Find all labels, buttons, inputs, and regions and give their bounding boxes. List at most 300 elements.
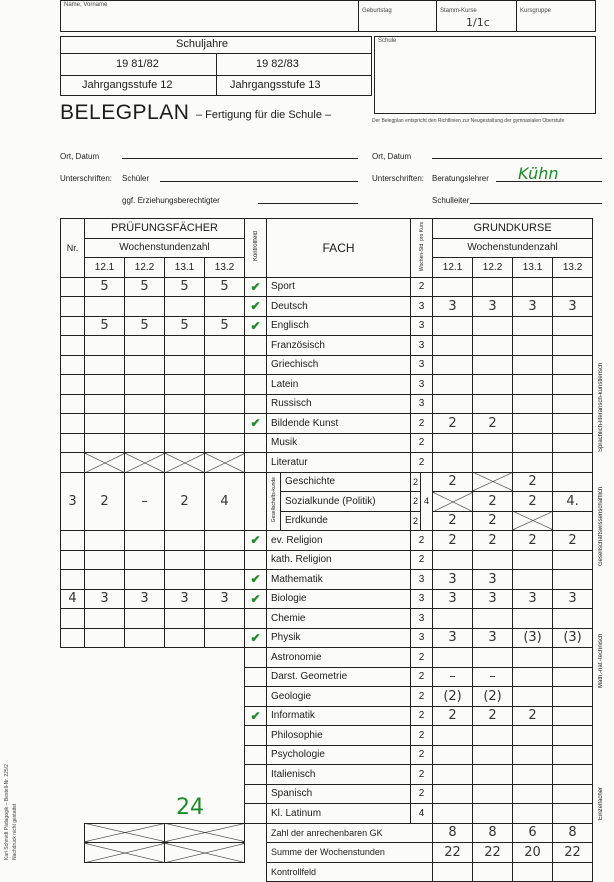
fach-name: Englisch [267, 316, 411, 336]
pruefung-cell [205, 394, 245, 414]
wochenstunden-cell: 2 [411, 531, 433, 551]
belegplan-table [60, 218, 597, 882]
blank-cell [245, 843, 267, 863]
halbjahr-g1: 12.1 [433, 258, 473, 278]
grundkurs-cell [513, 570, 553, 590]
grundkurs-cell [513, 277, 553, 297]
nr-cell [61, 375, 85, 395]
pruefung-cell [205, 570, 245, 590]
pruefung-cell: – [125, 472, 165, 531]
schulleiter-label: Schulleiter [432, 196, 470, 205]
name-label: Name, Vorname [64, 2, 108, 8]
grundkurs-cell [433, 375, 473, 395]
wochenstunden-cell: 3 [411, 628, 433, 648]
pruefung-cell [165, 609, 205, 629]
halbjahr-p4: 13.2 [205, 258, 245, 278]
pruefung-cell [85, 297, 125, 317]
grundkurs-cell [473, 609, 513, 629]
wochenstunden-cell: 3 [411, 394, 433, 414]
blank-cell [61, 843, 85, 863]
kontroll-check-icon: ✔ [245, 706, 267, 726]
pruefung-cell [125, 336, 165, 356]
grundkurs-cell [513, 511, 553, 531]
crossed-cell [85, 823, 165, 843]
grundkurs-cell [553, 472, 593, 492]
wochenstunden-cell: 2 [411, 453, 433, 473]
fach-name: Philosophie [267, 726, 411, 746]
fach-name: Bildende Kunst [267, 414, 411, 434]
wochen-pro-kurs-header [411, 219, 433, 278]
wochenstunden-cell: 2 [411, 648, 433, 668]
kontroll-check-icon [245, 375, 267, 395]
green-number: 24 [176, 795, 204, 820]
pruefung-cell [125, 609, 165, 629]
grundkurs-cell [553, 394, 593, 414]
grundkurs-cell [553, 355, 593, 375]
crossed-cell [165, 823, 245, 843]
wochenstundenzahl-right: Wochenstundenzahl [433, 238, 593, 258]
grundkurs-cell: 2 [553, 531, 593, 551]
table-row [61, 589, 597, 609]
summary-label: Summe der Wochenstunden [267, 843, 433, 863]
kontroll-check-icon: ✔ [245, 628, 267, 648]
pruefung-cell [125, 550, 165, 570]
halbjahr-p1: 12.1 [85, 258, 125, 278]
summary-value: 20 [513, 843, 553, 863]
grundkurs-cell: (3) [553, 628, 593, 648]
pruefung-cell [85, 609, 125, 629]
grundkurs-cell [473, 550, 513, 570]
pruefung-cell: 5 [205, 316, 245, 336]
grundkurs-cell [433, 609, 473, 629]
table-row [61, 336, 597, 356]
nachdruck-note: Nachdruck nicht gestattet [12, 803, 18, 860]
ort-datum-line-right [432, 158, 602, 159]
kontroll-check-icon [245, 336, 267, 356]
pruefung-cell [125, 375, 165, 395]
grundkurs-cell [433, 316, 473, 336]
pruefung-cell [85, 570, 125, 590]
fach-name: Kl. Latinum [267, 804, 411, 824]
pruefung-cell: 5 [165, 316, 205, 336]
pruefung-cell [85, 375, 125, 395]
nr-cell [61, 277, 85, 297]
blank-area [61, 648, 245, 824]
kontroll-check-icon: ✔ [245, 589, 267, 609]
summary-label: Zahl der anrechenbaren GK [267, 823, 433, 843]
wochenstunden-cell: 3 [411, 609, 433, 629]
grundkurs-cell [513, 726, 553, 746]
fach-name: kath. Religion [267, 550, 411, 570]
table-row [61, 628, 597, 648]
table-row [61, 550, 597, 570]
pruefung-cell [205, 609, 245, 629]
fach-name: Informatik [267, 706, 411, 726]
schueler-label: Schüler [122, 174, 150, 183]
pruefung-cell: 5 [205, 277, 245, 297]
grundkurs-cell [513, 745, 553, 765]
year-12: 19 81/82 [116, 58, 159, 70]
grundkurs-cell [513, 394, 553, 414]
pruefung-cell [165, 433, 205, 453]
fach-name: Biologie [267, 589, 411, 609]
grundkurs-cell: 3 [553, 297, 593, 317]
pruefung-cell: 2 [85, 472, 125, 531]
page-title: BELEGPLAN [60, 101, 190, 124]
pruefung-cell: 5 [125, 277, 165, 297]
wochenstunden-cell: 4 [411, 804, 433, 824]
halbjahr-g2: 12.2 [473, 258, 513, 278]
table-row [61, 316, 597, 336]
pruefung-cell: 4 [205, 472, 245, 531]
grundkurs-cell: 3 [473, 570, 513, 590]
grundkurs-cell: 3 [473, 297, 513, 317]
grundkurs-cell: 3 [553, 589, 593, 609]
grundkurs-cell: 2 [513, 531, 553, 551]
pruefung-cell [85, 394, 125, 414]
right-margin [593, 219, 597, 278]
grundkurs-cell: (2) [473, 687, 513, 707]
pruefung-cell: 5 [165, 277, 205, 297]
schule-label: Schule [378, 38, 397, 44]
summary-value: 6 [513, 823, 553, 843]
pruefung-cell [205, 297, 245, 317]
nr-cell [61, 297, 85, 317]
grundkurs-cell: 2 [513, 706, 553, 726]
summary-value: 22 [433, 843, 473, 863]
unterschriften-right: Unterschriften: [372, 174, 425, 183]
schuljahre-divider [216, 53, 217, 96]
side-label-gesellschaft: Gesellschaftswissenschaftlich [598, 486, 604, 566]
grundkurs-cell: 2 [473, 414, 513, 434]
pruefung-cell [165, 394, 205, 414]
grundkurs-cell [553, 648, 593, 668]
grundkurs-cell [433, 550, 473, 570]
grundkurs-cell: 3 [473, 628, 513, 648]
grundkurs-cell [433, 336, 473, 356]
pruefung-cell [165, 336, 205, 356]
page-subtitle: – Fertigung für die Schule – [196, 109, 332, 121]
grundkurs-cell [553, 570, 593, 590]
erziehung-line [258, 203, 358, 204]
wochenstunden-cell: 3 [411, 570, 433, 590]
grundkurs-cell [433, 726, 473, 746]
nr-cell [61, 355, 85, 375]
fach-name: Italienisch [267, 765, 411, 785]
pruefung-cell: 5 [125, 316, 165, 336]
pruefung-cell [205, 550, 245, 570]
pruefung-cell [165, 355, 205, 375]
fach-name: Astronomie [267, 648, 411, 668]
summary-row [61, 843, 597, 863]
pruefung-cell [205, 628, 245, 648]
pruefung-cell [85, 550, 125, 570]
grundkurs-cell: 3 [513, 297, 553, 317]
gesellschaftskunde-label: Gesellschafts-kunde [270, 477, 277, 523]
kontroll-check-icon [245, 453, 267, 473]
fach-name: Physik [267, 628, 411, 648]
kontroll-check-icon [245, 726, 267, 746]
nr-cell [61, 570, 85, 590]
grundkurs-cell: 3 [433, 297, 473, 317]
grundkurs-cell [513, 375, 553, 395]
table-row [61, 297, 597, 317]
ort-datum-line [122, 158, 358, 159]
grundkurs-cell [473, 355, 513, 375]
fach-name: ev. Religion [267, 531, 411, 551]
table-row [61, 648, 597, 668]
kontroll-check-icon: ✔ [245, 531, 267, 551]
summary-value: 22 [473, 843, 513, 863]
wochenstunden-cell: 3 [411, 316, 433, 336]
wochenstunden-cell: 2 [411, 550, 433, 570]
grundkurs-cell [473, 472, 513, 492]
pruefung-cell [125, 297, 165, 317]
halbjahr-p3: 13.1 [165, 258, 205, 278]
grundkurs-cell [473, 375, 513, 395]
fach-name: Psychologie [267, 745, 411, 765]
nr-cell [61, 531, 85, 551]
pruefung-cell [165, 628, 205, 648]
kontroll-check-icon: ✔ [245, 570, 267, 590]
grundkurs-cell: 2 [433, 706, 473, 726]
grundkurs-cell [513, 687, 553, 707]
fach-name: Französisch [267, 336, 411, 356]
kontroll-check-icon: ✔ [245, 316, 267, 336]
grundkurs-cell [513, 336, 553, 356]
pruefung-cell: 3 [85, 589, 125, 609]
ort-datum-right: Ort, Datum [372, 152, 412, 161]
table-row [61, 472, 597, 492]
grundkurs-cell [553, 687, 593, 707]
pruefung-cell [165, 375, 205, 395]
grundkurs-cell: 2 [433, 414, 473, 434]
wochenstunden-cell: 2 [411, 667, 433, 687]
grundkurs-cell: 2 [513, 472, 553, 492]
halbjahr-g4: 13.2 [553, 258, 593, 278]
kontroll-check-icon [245, 648, 267, 668]
grundkurs-cell [553, 804, 593, 824]
nr-cell [61, 394, 85, 414]
pruefung-cell [125, 414, 165, 434]
table-row [61, 433, 597, 453]
fach-name: Geologie [267, 687, 411, 707]
pruefung-cell [85, 355, 125, 375]
grundkurs-cell [473, 648, 513, 668]
grundkurs-cell [433, 745, 473, 765]
pruefung-cell [205, 355, 245, 375]
grundkurs-cell [473, 336, 513, 356]
kontroll-check-icon [245, 394, 267, 414]
grundkurs-cell [553, 277, 593, 297]
fach-name: Mathematik [267, 570, 411, 590]
pruefung-cell [125, 453, 165, 473]
grundkurs-cell: 4. [553, 492, 593, 512]
grundkurs-cell [553, 706, 593, 726]
table-row [61, 414, 597, 434]
header-divider [516, 0, 517, 32]
grundkurs-cell [513, 784, 553, 804]
nr-cell [61, 433, 85, 453]
table-row [61, 375, 597, 395]
wochenstunden-total: 4 [421, 472, 433, 531]
grundkurs-cell [513, 804, 553, 824]
grundkurs-cell: 2 [473, 511, 513, 531]
nr-cell [61, 550, 85, 570]
wochenstunden-cell: 2 [411, 765, 433, 785]
nr-header: Nr. [61, 219, 85, 278]
wochenstunden-cell: 2 [411, 414, 433, 434]
signature: Kühn [518, 164, 559, 183]
stammkurse-label: Stamm-Kurse [440, 8, 477, 14]
kontroll-check-icon [245, 745, 267, 765]
wochenstunden-cell: 2 [411, 745, 433, 765]
grundkurs-cell [473, 726, 513, 746]
crossed-cell [165, 843, 245, 863]
side-label-einzelfaecher: Einzelfächer [598, 786, 604, 820]
grundkurs-cell [513, 609, 553, 629]
fach-name: Russisch [267, 394, 411, 414]
grundkurs-cell [433, 492, 473, 512]
grundkurs-cell [553, 433, 593, 453]
pruefung-cell: 3 [205, 589, 245, 609]
beratungslehrer-label: Beratungslehrer [432, 174, 489, 183]
pruefung-cell: 3 [165, 589, 205, 609]
nr-cell: 3 [61, 472, 85, 531]
wochenstunden-cell: 2 [411, 784, 433, 804]
wochenstunden-cell: 2 [411, 706, 433, 726]
wochenstunden-cell: 2 [411, 511, 421, 531]
summary-value: 8 [553, 823, 593, 843]
grundkurs-cell: 3 [433, 628, 473, 648]
wochenstundenzahl-left: Wochenstundenzahl [85, 238, 245, 258]
grundkurs-cell: 3 [433, 570, 473, 590]
grundkurs-cell [553, 745, 593, 765]
wochen-pro-kurs-label: Wochen-Std. pro Kurs [418, 221, 425, 271]
grundkurse-header: GRUNDKURSE [433, 219, 593, 239]
wochenstunden-cell: 3 [411, 589, 433, 609]
unterschriften-left: Unterschriften: [60, 174, 113, 183]
grundkurs-cell [513, 453, 553, 473]
header-divider [436, 0, 437, 32]
grundkurs-cell: 3 [433, 589, 473, 609]
kontroll-check-icon: ✔ [245, 297, 267, 317]
wochenstunden-cell: 3 [411, 297, 433, 317]
fach-name: Spanisch [267, 784, 411, 804]
wochenstunden-cell: 2 [411, 472, 421, 492]
grundkurs-cell [513, 316, 553, 336]
grundkurs-cell [473, 277, 513, 297]
kontroll-check-icon [245, 687, 267, 707]
wochenstunden-cell: 3 [411, 355, 433, 375]
grundkurs-cell: – [473, 667, 513, 687]
table-row [61, 277, 597, 297]
grundkurs-cell [433, 804, 473, 824]
summary-value: 8 [473, 823, 513, 843]
wochenstunden-cell: 3 [411, 375, 433, 395]
grundkurs-cell [553, 316, 593, 336]
pruefung-cell [85, 414, 125, 434]
pruefung-cell [85, 453, 125, 473]
fach-name: Musik [267, 433, 411, 453]
pruefung-cell [165, 550, 205, 570]
grundkurs-cell [433, 453, 473, 473]
grundkurs-cell [433, 277, 473, 297]
grundkurs-cell [513, 414, 553, 434]
pruefung-cell [85, 531, 125, 551]
kursgruppe-label: Kursgruppe [520, 8, 552, 14]
pruefung-cell: 5 [85, 316, 125, 336]
nr-cell [61, 609, 85, 629]
pruefung-cell [165, 297, 205, 317]
kontroll-check-icon [245, 804, 267, 824]
pruefung-cell [205, 336, 245, 356]
fach-name: Sport [267, 277, 411, 297]
grundkurs-cell [473, 804, 513, 824]
pruefung-cell [125, 628, 165, 648]
kontrollfeld-label: Kontrollfeld [252, 231, 259, 262]
geburtstag-label: Geburtstag [362, 8, 392, 14]
pruefung-cell: 3 [125, 589, 165, 609]
stufe-12: Jahrgangsstufe 12 [82, 79, 173, 91]
side-label-sprachlich: Sprachlich-literarisch-künstlerisch [598, 362, 604, 452]
grundkurs-cell: 2 [433, 472, 473, 492]
nr-cell [61, 414, 85, 434]
grundkurs-cell [433, 433, 473, 453]
blank-cell [61, 823, 85, 843]
grundkurs-cell [553, 667, 593, 687]
schuljahre-label: Schuljahre [176, 38, 228, 50]
nr-cell [61, 316, 85, 336]
side-label-mathnat: Math.-nat.-technisch [598, 633, 604, 688]
grundkurs-cell [473, 433, 513, 453]
fach-name: Chemie [267, 609, 411, 629]
wochenstunden-cell: 3 [411, 336, 433, 356]
fach-name: Darst. Geometrie [267, 667, 411, 687]
table-row [61, 453, 597, 473]
nr-cell [61, 453, 85, 473]
grundkurs-cell [513, 648, 553, 668]
grundkurs-cell: 2 [513, 492, 553, 512]
kontrollfeld-header [245, 219, 267, 278]
grundkurs-cell [553, 336, 593, 356]
nr-cell [61, 628, 85, 648]
grundkurs-cell [513, 765, 553, 785]
wochenstunden-cell: 2 [411, 277, 433, 297]
grundkurs-cell [553, 375, 593, 395]
schueler-line [160, 181, 358, 182]
grundkurs-cell: 3 [513, 589, 553, 609]
stufe-13: Jahrgangsstufe 13 [230, 79, 321, 91]
pruefung-cell [125, 433, 165, 453]
grundkurs-cell: – [433, 667, 473, 687]
halbjahr-g3: 13.1 [513, 258, 553, 278]
grundkurs-cell: 2 [473, 706, 513, 726]
grundkurs-cell [473, 765, 513, 785]
grundkurs-cell [473, 784, 513, 804]
nr-cell [61, 336, 85, 356]
wochenstunden-cell: 2 [411, 726, 433, 746]
fach-name: Deutsch [267, 297, 411, 317]
grundkurs-cell [553, 453, 593, 473]
grundkurs-cell [433, 784, 473, 804]
fach-name: Sozialkunde (Politik) [281, 492, 411, 512]
crossed-cell [85, 843, 165, 863]
pruefung-cell [125, 570, 165, 590]
table-row [61, 531, 597, 551]
stammkurse-value: 1/1c [466, 16, 490, 29]
blank-cell [245, 823, 267, 843]
